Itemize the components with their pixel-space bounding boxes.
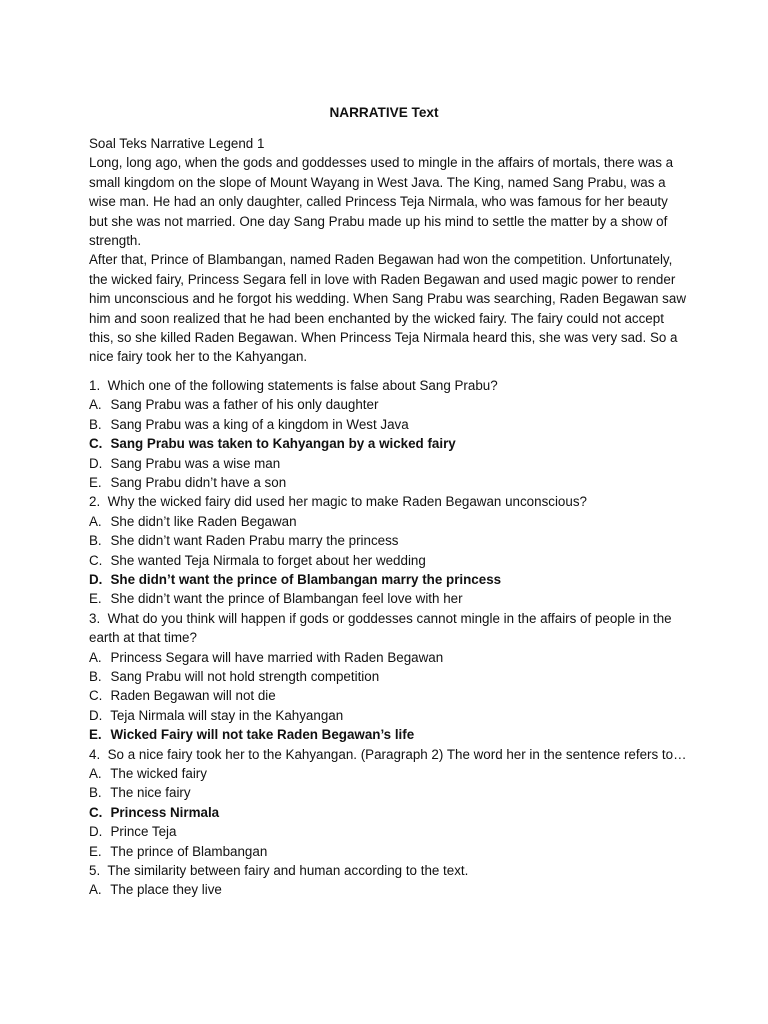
document-body xyxy=(89,134,689,900)
question-text: The similarity between fairy and human according to the text. xyxy=(107,863,469,879)
question-text: What do you think will happen if gods or goddesses cannot mingle in the affairs of people in the earth at that time? xyxy=(89,610,672,646)
option-5a: A. The place they live xyxy=(89,882,222,898)
option-3e-answer: E. Wicked Fairy will not take Raden Begawan’s life xyxy=(89,727,415,743)
option-2e: E. She didn’t want the prince of Blambangan feel love with her xyxy=(89,591,463,607)
question-number: 1. xyxy=(89,377,101,393)
option-4b: B. The nice fairy xyxy=(89,785,191,801)
option-2a: A. She didn’t like Raden Begawan xyxy=(89,513,297,529)
option-1c-answer: C. Sang Prabu was taken to Kahyangan by a wicked fairy xyxy=(89,436,456,452)
option-1e: E. Sang Prabu didn’t have a son xyxy=(89,474,287,490)
question-number: 4. xyxy=(89,746,101,762)
option-3d: D. Teja Nirmala will stay in the Kahyangan xyxy=(89,707,344,723)
option-2c: C. She wanted Teja Nirmala to forget about her wedding xyxy=(89,552,426,568)
question-number: 2. xyxy=(89,494,101,510)
option-2b: B. She didn’t want Raden Prabu marry the princess xyxy=(89,533,399,549)
question-3 xyxy=(89,609,689,648)
option-4e: E. The prince of Blambangan xyxy=(89,843,268,859)
question-text: So a nice fairy took her to the Kahyangan. (Paragraph 2) The word her in the sentence refers to… xyxy=(107,746,687,762)
option-3b: B. Sang Prabu will not hold strength competition xyxy=(89,668,380,684)
option-3c: C. Raden Begawan will not die xyxy=(89,688,276,704)
question-4 xyxy=(89,745,689,764)
document-title: NARRATIVE Text xyxy=(329,105,439,120)
option-2d-answer: D. She didn’t want the prince of Blambangan marry the princess xyxy=(89,571,502,587)
question-2 xyxy=(89,492,689,511)
document-subtitle: Soal Teks Narrative Legend 1 xyxy=(89,136,265,151)
question-1 xyxy=(89,376,689,395)
option-1d: D. Sang Prabu was a wise man xyxy=(89,455,281,471)
option-3a: A. Princess Segara will have married with Raden Begawan xyxy=(89,649,444,665)
story-paragraph-1: Long, long ago, when the gods and goddesses used to mingle in the affairs of mortals, there was a small kingdom on the slope of Mount Wayang in West Java. The King, named Sang Prabu, was a wise man. He had an only daughter, called Princess Teja Nirmala, who was famous for her beauty but she was not married. One day Sang Prabu made up his mind to settle the matter by a show of strength. xyxy=(89,155,674,249)
question-text: Which one of the following statements is false about Sang Prabu? xyxy=(107,377,498,393)
option-4c-answer: C. Princess Nirmala xyxy=(89,804,220,820)
question-number: 5. xyxy=(89,863,101,879)
option-1a: A. Sang Prabu was a father of his only daughter xyxy=(89,397,379,413)
question-number: 3. xyxy=(89,610,101,626)
question-list xyxy=(89,376,689,900)
spacer xyxy=(89,367,689,376)
question-5 xyxy=(89,861,689,880)
option-4a: A. The wicked fairy xyxy=(89,766,207,781)
option-1b: B. Sang Prabu was a king of a kingdom in West Java xyxy=(89,416,409,432)
question-text: Why the wicked fairy did used her magic to make Raden Begawan unconscious? xyxy=(107,494,587,510)
story-paragraph-2: After that, Prince of Blambangan, named Raden Begawan had won the competition. Unfortunately, the wicked fairy, Princess Segara fell in love with Raden Begawan and used magic power to render him unconscious and he forgot his wedding. When Sang Prabu was searching, Raden Begawan saw him and soon realized that he had been enchanted by the wicked fairy. The fairy could not accept this, so she killed Raden Begawan. When Princess Teja Nirmala heard this, she was very sad. So a nice fairy took her to the Kahyangan. xyxy=(89,252,686,365)
option-4d: D. Prince Teja xyxy=(89,824,177,840)
